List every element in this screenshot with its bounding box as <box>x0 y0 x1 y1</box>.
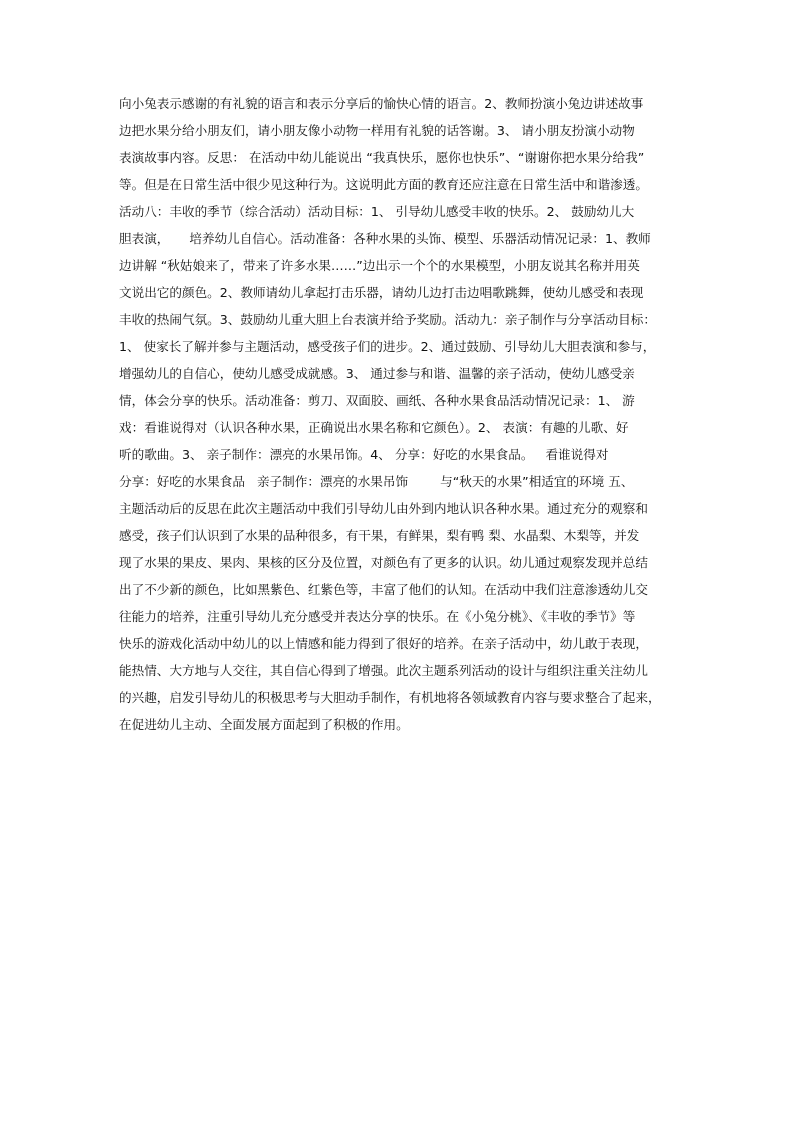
text-line: 丰收的热闹气氛。3、鼓励幼儿重大胆上台表演并给予奖励。活动九：亲子制作与分享活动目标： <box>119 312 656 327</box>
text-line: 等。但是在日常生活中很少见这种行为。这说明此方面的教育还应注意在日常生活中和谐渗透。 <box>119 177 648 192</box>
text-line: 主题活动后的反思在此次主题活动中我们引导幼儿由外到内地认识各种水果。通过充分的观察和 <box>119 501 648 516</box>
text-line: 1、 使家长了解并参与主题活动，感受孩子们的进步。2、通过鼓励、引导幼儿大胆表演和参与， <box>119 339 656 354</box>
text-line: 往能力的培养，注重引导幼儿充分感受并表达分享的快乐。在《小兔分桃》、《丰收的季节》等 <box>119 609 636 624</box>
text-line: 胆表演， 培养幼儿自信心。活动准备：各种水果的头饰、模型、乐器活动情况记录：1、教师 <box>119 231 651 246</box>
text-line: 情，体会分享的快乐。活动准备：剪刀、双面胶、画纸、各种水果食品活动情况记录：1、 游 <box>119 393 635 408</box>
text-line: 的兴趣，启发引导幼儿的积极思考与大胆动手制作，有机地将各领域教育内容与要求整合了起来， <box>119 690 661 705</box>
text-line: 边把水果分给小朋友们，请小朋友像小动物一样用有礼貌的话答谢。3、 请小朋友扮演小动物 <box>119 123 635 138</box>
text-line: 能热情、大方地与人交往，其自信心得到了增强。此次主题系列活动的设计与组织注重关注幼儿 <box>119 663 648 678</box>
text-line: 表演故事内容。反思： 在活动中幼儿能说出 “我真快乐，愿你也快乐”、“谢谢你把水果分给我” <box>119 150 645 165</box>
text-line: 快乐的游戏化活动中幼儿的以上情感和能力得到了很好的培养。在亲子活动中，幼儿敢于表现， <box>119 636 648 651</box>
text-line: 活动八：丰收的季节（综合活动）活动目标：1、 引导幼儿感受丰收的快乐。2、 鼓励幼儿大 <box>119 204 635 219</box>
document-body <box>119 90 675 738</box>
text-line: 戏：看谁说得对（认识各种水果，正确说出水果名称和它颜色）。2、 表演：有趣的儿歌、好 <box>119 420 629 435</box>
text-line: 文说出它的颜色。2、教师请幼儿拿起打击乐器，请幼儿边打击边唱歌跳舞，使幼儿感受和表现 <box>119 285 644 300</box>
text-line: 出了不少新的颜色，比如黑紫色、红紫色等，丰富了他们的认知。在活动中我们注意渗透幼儿交 <box>119 582 648 597</box>
text-line: 分享：好吃的水果食品 亲子制作：漂亮的水果吊饰 与“秋天的水果”相适宜的环境 五、 <box>119 474 634 489</box>
text-line: 在促进幼儿主动、全面发展方面起到了积极的作用。 <box>119 717 409 732</box>
text-line: 现了水果的果皮、果肉、果核的区分及位置，对颜色有了更多的认识。幼儿通过观察发现并总结 <box>119 555 648 570</box>
text-line: 听的歌曲。3、 亲子制作：漂亮的水果吊饰。4、 分享：好吃的水果食品。 看谁说得对 <box>119 447 609 462</box>
text-line: 增强幼儿的自信心，使幼儿感受成就感。3、 通过参与和谐、温馨的亲子活动，使幼儿感受亲 <box>119 366 635 381</box>
text-line: 向小兔表示感谢的有礼貌的语言和表示分享后的愉快心情的语言。2、教师扮演小兔边讲述故事 <box>119 96 644 111</box>
text-line: 边讲解 “秋姑娘来了，带来了许多水果……”边出示一个个的水果模型，小朋友说其名称并用英 <box>119 258 640 273</box>
text-line: 感受，孩子们认识到了水果的品种很多，有干果，有鲜果，梨有鸭 梨、水晶梨、木梨等，并发 <box>119 528 640 543</box>
